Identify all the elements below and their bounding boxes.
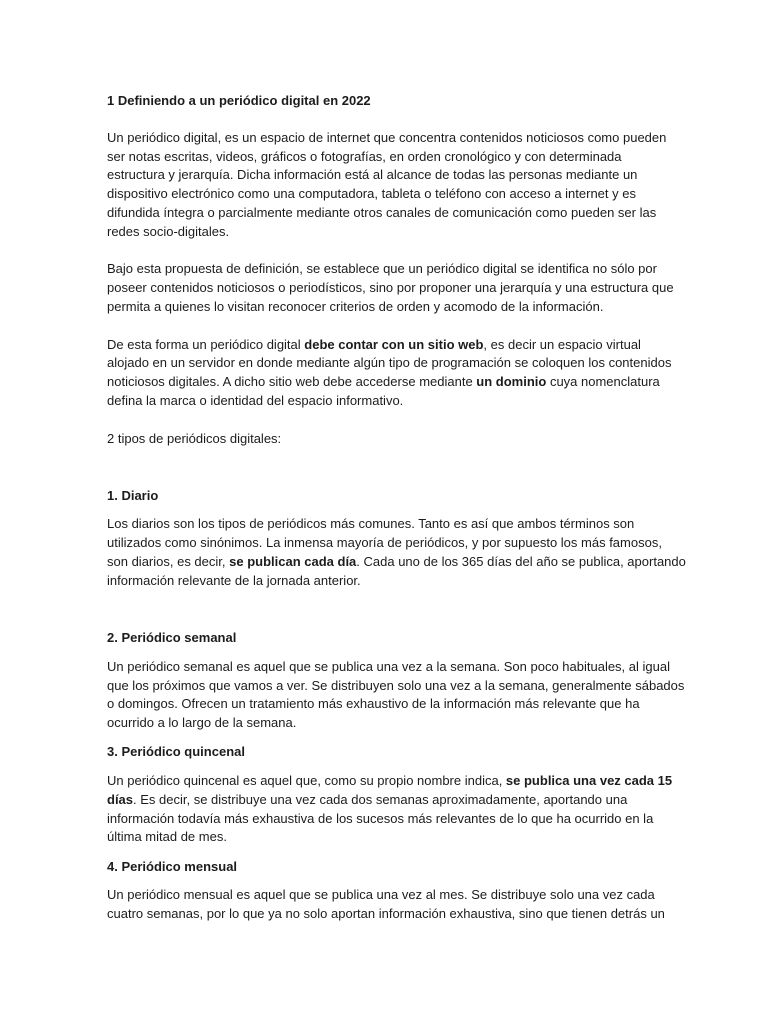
- section-diario: [107, 487, 768, 591]
- paragraph-line: defina la marca o identidad del espacio informativo.: [107, 392, 404, 408]
- paragraph-line: [107, 791, 768, 810]
- text-run: son diarios, es decir,: [107, 553, 230, 569]
- paragraph-line: Un periódico semanal es aquel que se publica una vez a la semana. Son poco habituales, al igual: [107, 658, 670, 674]
- text-run: Un periódico quincenal es aquel que, como su propio nombre indica,: [107, 773, 506, 789]
- paragraph-line: [107, 373, 768, 392]
- text-run: . Es decir, se distribuye una vez cada dos semanas aproximadamente, aportando una: [133, 791, 628, 807]
- paragraph-line: redes socio-digitales.: [107, 223, 230, 239]
- paragraph-line: utilizados como sinónimos. La inmensa mayoría de periódicos, y por supuesto los más famosos,: [107, 535, 662, 551]
- text-run: De esta forma un periódico digital: [107, 336, 305, 352]
- paragraph-line: Un periódico digital, es un espacio de internet que concentra contenidos noticiosos como pueden: [107, 129, 667, 145]
- section-heading: 4. Periódico mensual: [107, 858, 238, 874]
- paragraph-proposal: [107, 260, 768, 316]
- paragraph-line: difundida íntegra o parcialmente mediante otros canales de comunicación como pueden ser las: [107, 204, 657, 220]
- paragraph-line: [107, 772, 768, 791]
- types-intro-text: 2 tipos de periódicos digitales:: [107, 430, 282, 446]
- paragraph-line: poseer contenidos noticiosos o periodísticos, sino por proponer una jerarquía y una estructura que: [107, 280, 674, 296]
- text-run: cuya nomenclatura: [546, 374, 660, 390]
- paragraph-line: cuatro semanas, por lo que ya no solo aportan información exhaustiva, sino que tienen detrás un: [107, 906, 665, 922]
- paragraph-line: ocurrido a lo largo de la semana.: [107, 715, 297, 731]
- paragraph-line: Un periódico mensual es aquel que se publica una vez al mes. Se distribuye solo una vez cada: [107, 887, 655, 903]
- text-run: . Cada uno de los 365 días del año se publica, aportando: [356, 553, 686, 569]
- bold-text: días: [107, 791, 134, 807]
- paragraph-line: Bajo esta propuesta de definición, se establece que un periódico digital se identifica no sólo por: [107, 261, 657, 277]
- section-paragraph: [107, 658, 768, 733]
- paragraph-line: ser notas escritas, videos, gráficos o fotografías, en orden cronológico y con determinada: [107, 148, 622, 164]
- section-paragraph: [107, 515, 768, 590]
- paragraph-line: información todavía más exhaustiva de los sucesos más relevantes de lo que ha ocurrido en la: [107, 810, 654, 826]
- paragraph-line: Los diarios son los tipos de periódicos más comunes. Tanto es así que ambos términos son: [107, 516, 635, 532]
- section-quincenal: [107, 743, 768, 847]
- bold-text: un dominio: [476, 374, 547, 390]
- section-heading: 3. Periódico quincenal: [107, 744, 245, 760]
- paragraph-line: dispositivo electrónico como una computadora, tableta o teléfono con acceso a internet y es: [107, 186, 636, 202]
- paragraph-line: que los próximos que vamos a ver. Se distribuyen solo una vez a la semana, generalmente sábados: [107, 677, 685, 693]
- bold-text: debe contar con un sitio web: [304, 336, 484, 352]
- section-semanal: [107, 629, 768, 733]
- paragraph-line: permita a quienes lo visitan reconocer criterios de orden y acomodo de la información.: [107, 298, 604, 314]
- bold-text: se publica una vez cada 15: [505, 773, 673, 789]
- bold-text: se publican cada día: [229, 553, 357, 569]
- section-heading: 1. Diario: [107, 487, 159, 503]
- paragraph-line: estructura y jerarquía. Dicha información está al alcance de todas las personas mediante un: [107, 167, 638, 183]
- paragraph-website: [107, 336, 768, 411]
- section-paragraph: [107, 886, 768, 924]
- paragraph-line: o domingos. Ofrecen un tratamiento más exhaustivo de la información más relevante que ha: [107, 696, 640, 712]
- text-run: , es decir un espacio virtual: [483, 336, 641, 352]
- section-heading: 2. Periódico semanal: [107, 630, 237, 646]
- text-run: noticiosos digitales. A dicho sitio web debe accederse mediante: [107, 374, 477, 390]
- paragraph-line: información relevante de la jornada anterior.: [107, 572, 361, 588]
- document-title: 1 Definiendo a un periódico digital en 2022: [107, 93, 371, 108]
- paragraph-definition: [107, 129, 768, 242]
- section-mensual: [107, 858, 768, 924]
- paragraph-line: [107, 553, 768, 572]
- section-paragraph: [107, 772, 768, 847]
- paragraph-line: [107, 336, 768, 355]
- paragraph-line: alojado en un servidor en donde mediante algún tipo de programación se coloquen los contenidos: [107, 355, 672, 371]
- paragraph-line: última mitad de mes.: [107, 829, 227, 845]
